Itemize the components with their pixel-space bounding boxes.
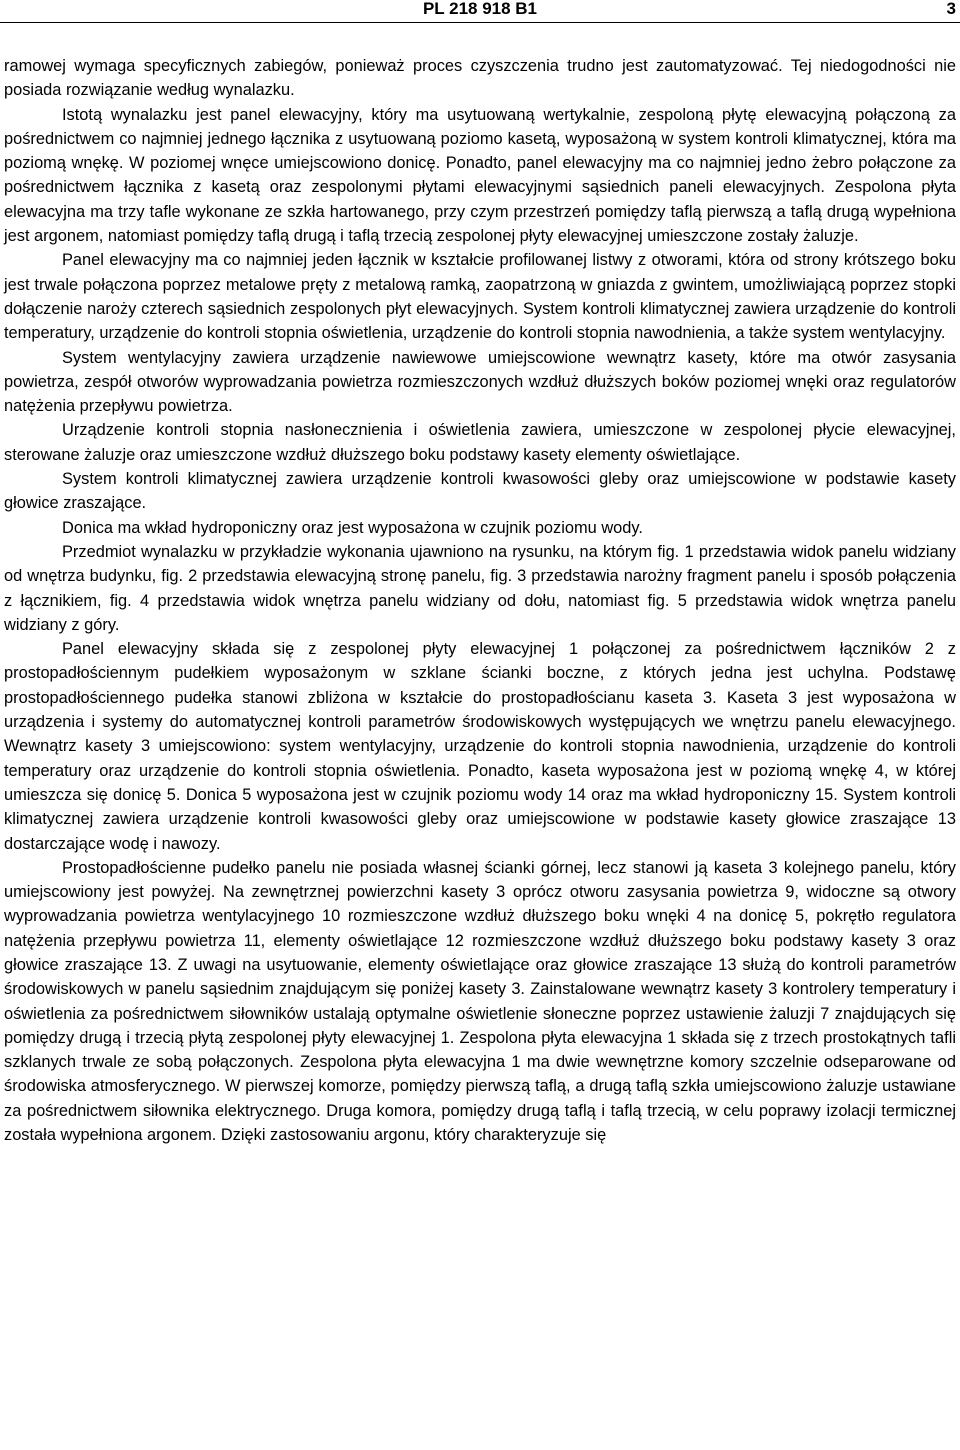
- paragraph: ramowej wymaga specyficznych zabiegów, ponieważ proces czyszczenia trudno jest zautomatyzować. Tej niedogodności nie posiada rozwiązanie według wynalazku.: [4, 57, 956, 100]
- header-rule: [0, 22, 960, 23]
- paragraph: Panel elewacyjny składa się z zespolonej płyty elewacyjnej 1 połączonej za pośrednictwem łączników 2 z prostopadłościennym pudełkiem wyposażonym w szklane ścianki boczne, z których jedna jest uchylna. Podstawę prostopadłościennego pudełka stanowi zbliżona w kształcie do prostopadłościanu kaseta 3. Kaseta 3 jest wyposażona w urządzenia i systemy do automatycznej kontroli parametrów środowiskowych występujących we wnętrzu panelu elewacyjnego. Wewnątrz kasety 3 umiejscowiono: system wentylacyjny, urządzenie do kontroli stopnia nawodnienia, urządzenie do kontroli temperatury oraz urządzenie do kontroli stopnia oświetlenia. Ponadto, kaseta wyposażona jest w poziomą wnękę 4, w której umieszcza się donicę 5. Donica 5 wyposażona jest w czujnik poziomu wody 14 oraz ma wkład hydroponiczny 15. System kontroli klimatycznej zawiera urządzenie kontroli kwasowości gleby oraz umiejscowione w podstawie kasety głowice zraszające 13 dostarczające wodę i nawozy.: [4, 640, 956, 853]
- paragraph: System kontroli klimatycznej zawiera urządzenie kontroli kwasowości gleby oraz umiejscowione w podstawie kasety głowice zraszające.: [4, 470, 956, 513]
- patent-number: PL 218 918 B1: [422, 0, 538, 18]
- paragraph: Prostopadłościenne pudełko panelu nie posiada własnej ścianki górnej, lecz stanowi ją kaseta 3 kolejnego panelu, który umiejscowiony jest powyżej. Na zewnętrznej powierzchni kasety 3 oprócz otworu zasysania powietrza 9, widoczne są otwory wyprowadzania powietrza wentylacyjnego 10 rozmieszczone wzdłuż dłuższego boku wnęki 4 na donicę 5, pokrętło regulatora natężenia przepływu powietrza 11, elementy oświetlające 12 rozmieszczone wzdłuż dłuższego boku podstawy kasety 3 oraz głowice zraszające 13. Z uwagi na usytuowanie, elementy oświetlające oraz głowice zraszające 13 służą do kontroli parametrów środowiskowych w panelu sąsiednim znajdującym się poniżej kasety 3. Zainstalowane wewnątrz kasety 3 kontrolery temperatury i oświetlenia za pośrednictwem siłowników ustalają optymalne oświetlenie słoneczne poprzez ustawienie żaluzji 7 znajdujących się pomiędzy drugą i trzecią płytą zespolonej płyty elewacyjnej 1. Zespolona płyta elewacyjna 1 składa się z trzech prostokątnych tafli szklanych trwale ze sobą połączonych. Zespolona płyta elewacyjna 1 ma dwie wewnętrzne komory szczelnie odseparowane od środowiska atmosferycznego. W pierwszej komorze, pomiędzy pierwszą taflą, a drugą taflą szkła umiejscowiono żaluzje ustawiane za pośrednictwem siłownika elektrycznego. Druga komora, pomiędzy drugą taflą i taflą trzecią, w celu poprawy izolacji termicznej została wypełniona argonem. Dzięki zastosowaniu argonu, który charakteryzuje się: [4, 858, 956, 1145]
- paragraph: Istotą wynalazku jest panel elewacyjny, który ma usytuowaną wertykalnie, zespoloną płytę elewacyjną połączoną za pośrednictwem co najmniej jednego łącznika z usytuowaną poziomo kasetą, wyposażoną w system kontroli klimatycznej, która ma poziomą wnękę. W poziomej wnęce umiejscowiono donicę. Ponadto, panel elewacyjny ma co najmniej jedno żebro połączone za pośrednictwem łącznika z kasetą oraz zespolonymi płytami elewacyjnymi sąsiednich paneli elewacyjnych. Zespolona płyta elewacyjna ma trzy tafle wykonane ze szkła hartowanego, przy czym przestrzeń pomiędzy taflą pierwszą a taflą drugą wypełniona jest argonem, natomiast pomiędzy taflą drugą i taflą trzecią zespolonej płyty elewacyjnej umieszczone zostały żaluzje.: [4, 105, 956, 246]
- document-body: [4, 54, 956, 1147]
- page-header: [0, 0, 960, 20]
- paragraph: Urządzenie kontroli stopnia nasłonecznienia i oświetlenia zawiera, umieszczone w zespolonej płycie elewacyjnej, sterowane żaluzje oraz umieszczone wzdłuż dłuższego boku podstawy kasety elementy oświetlające.: [4, 421, 956, 464]
- paragraph: Panel elewacyjny ma co najmniej jeden łącznik w kształcie profilowanej listwy z otworami, która od strony krótszego boku jest trwale połączona poprzez metalowe pręty z metalową ramką, zaopatrzoną w gniazda z gwintem, umożliwiającą poprzez stopki dołączenie naroży czterech sąsiednich zespolonych płyt elewacyjnych. System kontroli klimatycznej zawiera urządzenie do kontroli temperatury, urządzenie do kontroli stopnia oświetlenia, urządzenie do kontroli stopnia nawodnienia, a także system wentylacyjny.: [4, 251, 956, 343]
- paragraph: Przedmiot wynalazku w przykładzie wykonania ujawniono na rysunku, na którym fig. 1 przedstawia widok panelu widziany od wnętrza budynku, fig. 2 przedstawia elewacyjną stronę panelu, fig. 3 przedstawia narożny fragment panelu i sposób połączenia z łącznikiem, fig. 4 przedstawia widok wnętrza panelu widziany od dołu, natomiast fig. 5 przedstawia widok wnętrza panelu widziany z góry.: [4, 542, 956, 634]
- page-number: 3: [946, 0, 956, 18]
- paragraph: Donica ma wkład hydroponiczny oraz jest wyposażona w czujnik poziomu wody.: [62, 518, 643, 537]
- paragraph: System wentylacyjny zawiera urządzenie nawiewowe umiejscowione wewnątrz kasety, które ma otwór zasysania powietrza, zespół otworów wyprowadzania powietrza rozmieszczonych wzdłuż dłuższych boków poziomej wnęki oraz regulatorów natężenia przepływu powietrza.: [4, 348, 956, 416]
